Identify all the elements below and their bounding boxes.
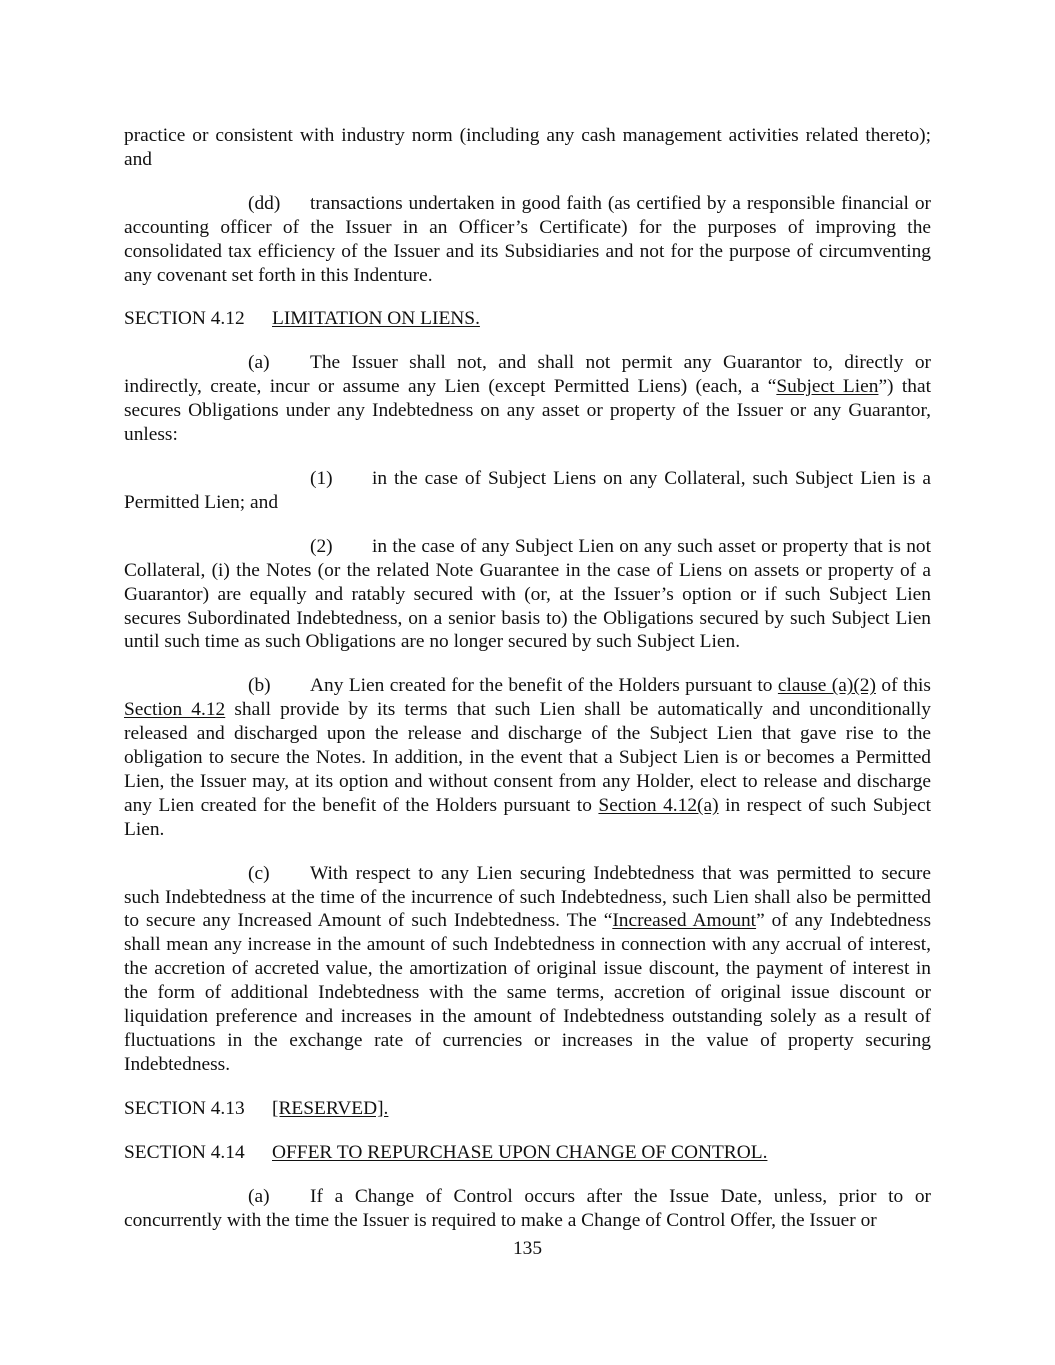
clause-label: (a) <box>248 1185 270 1207</box>
section-title: [RESERVED]. <box>272 1097 389 1119</box>
clause-text: shall provide by its terms that such Lien shall be automatically and unconditionally released and discharged upon the release and discharge of the Subject Lien that gave rise to the obligation to secure the Notes. In addition, in the event that a Subject Lien is or becomes a Permitted Lien, the Issuer may, at its option and without consent from any Holder, elect to release and discharge any Lien created for the benefit of the Holders pursuant to <box>124 699 931 816</box>
section-number: SECTION 4.14 <box>124 1141 245 1163</box>
paragraph-4-12-a-2 <box>124 535 931 655</box>
section-heading-4-13 <box>124 1097 931 1121</box>
clause-label: (dd) <box>248 192 281 214</box>
clause-text: If a Change of Control occurs after the Issue Date, unless, prior to or concurrently with the time the Issuer is required to make a Change of Control Offer, the Issuer or <box>124 1185 931 1231</box>
clause-text: in the case of any Subject Lien on any such asset or property that is not Collateral, (i) the Notes (or the related Note Guarantee in the case of Liens on assets or property of a Guarantor) are equally and ratably secured with (or, at the Issuer’s option or if such Subject Lien secures Subordinated Indebtedness, on a senior basis to) the Obligations secured by such Subject Lien until such time as such Obligations are no longer secured by such Subject Lien. <box>124 535 931 653</box>
section-title: LIMITATION ON LIENS. <box>272 308 480 330</box>
section-number: SECTION 4.13 <box>124 1097 245 1119</box>
paragraph-4-12-c <box>124 862 931 1077</box>
defined-term: Increased Amount <box>612 910 757 932</box>
section-heading-4-14 <box>124 1141 931 1165</box>
clause-text: Any Lien created for the benefit of the Holders pursuant to <box>310 675 778 697</box>
clause-text: With respect to any Lien securing Indebtedness that was permitted to secure such Indebtedness at the time of the incurrence of such Indebtedness, such Lien shall also be permitted to secure any Increased Amount of such Indebtedness. The “ <box>124 862 931 932</box>
cross-reference: Section 4.12 <box>124 699 226 721</box>
clause-text: ”) that secures Obligations under any Indebtedness on any asset or property of the Issuer or any Guarantor, unless: <box>124 376 931 446</box>
paragraph-dd <box>124 192 931 288</box>
paragraph-4-12-b <box>124 674 931 841</box>
clause-label: (1) <box>310 467 333 489</box>
clause-text: in respect of such Subject Lien. <box>124 794 931 840</box>
section-heading-4-12 <box>124 307 931 331</box>
page-number: 135 <box>512 1238 543 1259</box>
clause-text: of this <box>875 675 931 697</box>
clause-text: transactions undertaken in good faith (as certified by a responsible financial or accounting officer of the Issuer in an Officer’s Certificate) for the purposes of improving the consolidated tax efficiency of the Issuer and its Subsidiaries and not for the purpose of circumventing any covenant set forth in this Indenture. <box>124 192 931 286</box>
defined-term: Subject Lien <box>776 376 879 398</box>
paragraph-continuation: practice or consistent with industry norm (including any cash management activities related thereto); and <box>124 125 931 170</box>
clause-text: The Issuer shall not, and shall not permit any Guarantor to, directly or indirectly, create, incur or assume any Lien (except Permitted Liens) (each, a “ <box>124 352 931 398</box>
section-number: SECTION 4.12 <box>124 308 245 330</box>
clause-text: ” of any Indebtedness shall mean any increase in the amount of such Indebtedness in connection with any accrual of interest, the accretion of accreted value, the amortization of original issue discount, the payment of interest in the form of additional Indebtedness with the same terms, accretion of original issue discount or liquidation preference and increases in the amount of Indebtedness outstanding solely as a result of fluctuations in the exchange rate of currencies or increases in the value of property securing Indebtedness. <box>124 910 931 1075</box>
clause-text: in the case of Subject Liens on any Collateral, such Subject Lien is a Permitted Lien; and <box>124 467 931 513</box>
cross-reference: clause (a)(2) <box>777 675 876 697</box>
clause-label: (2) <box>310 535 333 557</box>
clause-label: (a) <box>248 352 270 374</box>
paragraph-4-14-a <box>124 1185 931 1233</box>
section-title: OFFER TO REPURCHASE UPON CHANGE OF CONTROL. <box>272 1141 768 1163</box>
cross-reference: Section 4.12(a) <box>598 794 719 816</box>
document-page <box>124 124 931 1232</box>
clause-label: (b) <box>248 675 271 697</box>
paragraph-4-12-a <box>124 351 931 447</box>
clause-label: (c) <box>248 862 270 884</box>
paragraph-4-12-a-1 <box>124 467 931 515</box>
